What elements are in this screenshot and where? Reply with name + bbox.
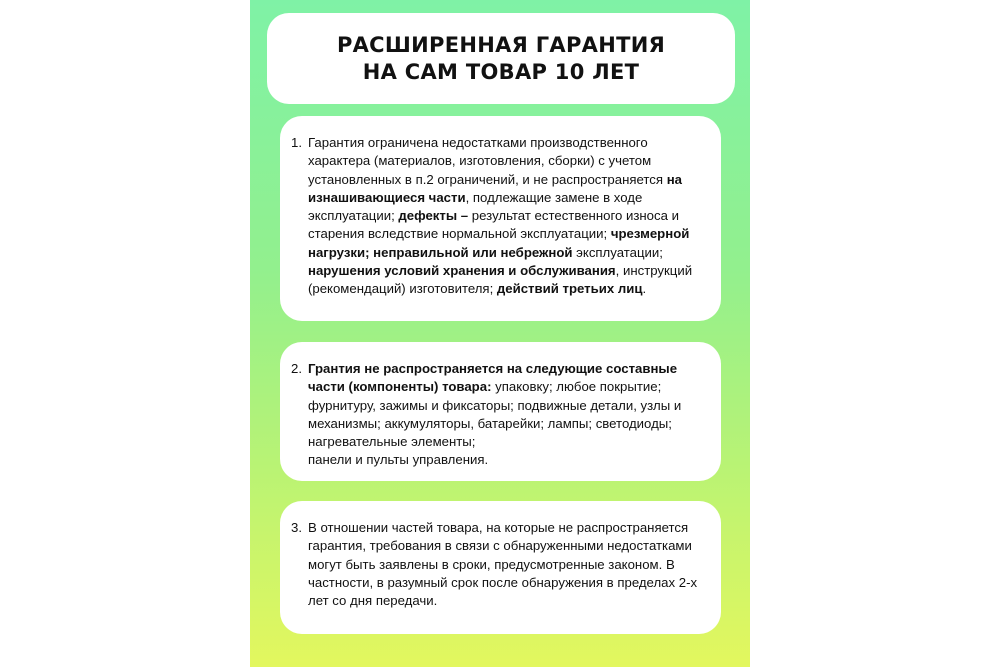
clause-bold-segment: нарушения условий хранения и обслуживания <box>308 263 616 279</box>
clause-bold-segment: Грантия не распространяется на следующие составные части (компоненты) товара: <box>308 361 678 395</box>
clause-text-segment: , подлежащие замене в ходе эксплуатации; <box>308 189 643 224</box>
clause-number: 3. <box>291 520 302 535</box>
clause-text-segment: . <box>642 281 647 297</box>
clause-text-segment: Гарантия ограничена недостатками производственного характера (материалов, изготовления, сборки) с учетом установленных в п.2 ограничений, и не распространяется <box>308 135 667 187</box>
clause-paragraph <box>308 360 703 451</box>
clause-text: В отношении частей товара, на которые не распространяется гарантия, требования в связи с обнаруженными недостатками могут быть заявлены в сроки, предусмотренные законом. В частности, в разумный срок после обнаружения в пределах 2-х лет со дня передачи. <box>308 520 698 609</box>
warranty-clause-3-card <box>280 501 721 634</box>
clause-text-segment: , инструкций (рекомендаций) изготовителя; <box>308 263 693 297</box>
warranty-clause-2 <box>280 360 703 470</box>
clause-bold-segment: действий третьих лиц <box>496 281 643 297</box>
page-title-line-1: РАСШИРЕННАЯ ГАРАНТИЯ <box>336 32 666 57</box>
title-card <box>267 13 735 104</box>
warranty-clause-1 <box>280 134 703 299</box>
warranty-clause-1-card <box>280 116 721 321</box>
warranty-clause-3 <box>280 519 703 610</box>
clause-text-segment: упаковку; любое покрытие; фурнитуру, зажимы и фиксаторы; подвижные детали, узлы и механизмы; аккумуляторы, батарейки; лампы; светодиоды; нагревательные элементы; <box>308 379 682 450</box>
clause-text <box>308 360 703 470</box>
clause-number: 1. <box>291 135 302 150</box>
clause-text-segment: эксплуатации; <box>572 244 663 260</box>
clause-number: 2. <box>291 361 302 376</box>
warranty-panel <box>250 0 750 667</box>
warranty-clause-2-card <box>280 342 721 481</box>
clause-bold-segment: на изнашивающиеся части <box>308 171 683 205</box>
page-title-line-2: НА САМ ТОВАР 10 ЛЕТ <box>362 59 640 84</box>
clause-paragraph: панели и пульты управления. <box>308 452 489 468</box>
clause-bold-segment: дефекты – <box>398 208 469 224</box>
clause-text-segment: результат естественного износа и старения вследствие нормальной эксплуатации; <box>308 208 679 242</box>
clause-bold-segment: чрезмерной нагрузки; неправильной или небрежной <box>308 226 690 260</box>
clause-text <box>308 134 703 299</box>
